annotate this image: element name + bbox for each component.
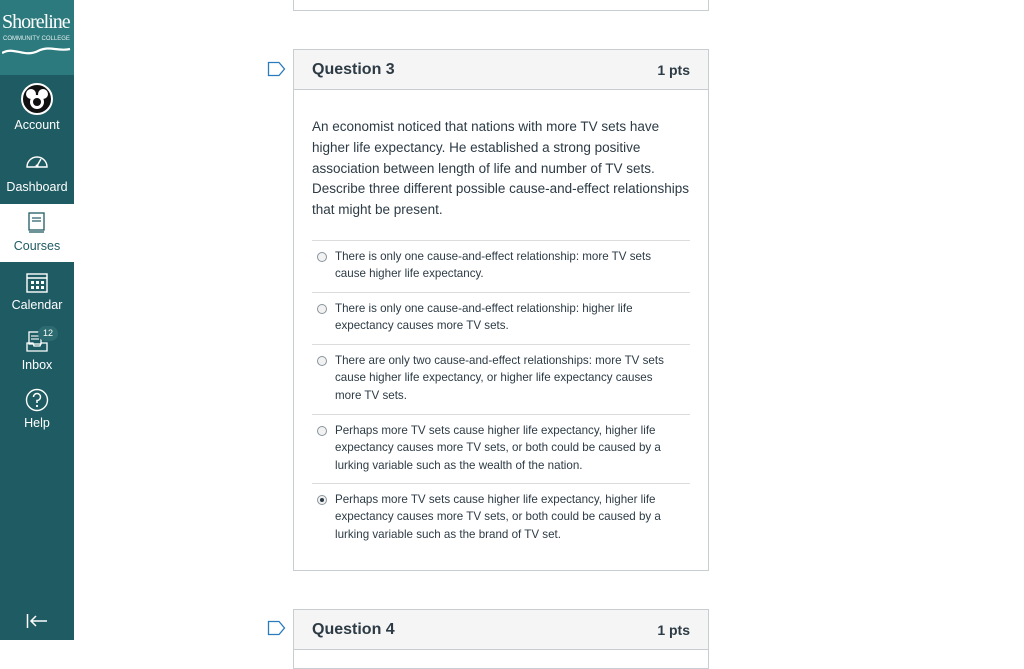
question-text: An economist noticed that nations with more TV sets have higher life expectancy. He established a strong positive association between length of life and number of TV sets. Describe three different possible cause-and-effect relationships that might be present. — [312, 119, 689, 218]
avatar — [21, 83, 53, 115]
question-points: 1 pts — [657, 622, 690, 638]
inbox-unread-badge: 12 — [38, 326, 58, 341]
logo-wave-icon — [2, 44, 72, 58]
answer-radio[interactable] — [317, 304, 327, 314]
answer-text: Perhaps more TV sets cause higher life expectancy, higher life expectancy causes more TV sets, or both could be caused by a lurking variable such as the brand of TV set. — [335, 493, 661, 541]
nav-inbox[interactable] — [0, 326, 74, 382]
nav-calendar-label: Calendar — [11, 298, 63, 312]
question-card — [293, 49, 709, 571]
nav-account[interactable] — [0, 78, 74, 138]
calendar-icon — [26, 271, 48, 293]
answer-text: There is only one cause-and-effect relationship: more TV sets cause higher life expectancy. — [335, 250, 651, 281]
nav-help[interactable] — [0, 386, 74, 442]
question-card — [293, 609, 709, 669]
question-title: Question 4 — [312, 621, 395, 638]
nav-dashboard[interactable] — [0, 146, 74, 202]
answer-text: Perhaps more TV sets cause higher life expectancy, higher life expectancy causes more TV sets, or both could be caused by a lurking variable such as the wealth of the nation. — [335, 424, 661, 472]
answer-radio[interactable] — [317, 356, 327, 366]
question-header — [294, 50, 708, 90]
answer-radio-selected[interactable] — [317, 495, 327, 505]
answer-option[interactable] — [312, 483, 690, 553]
question-header — [294, 610, 708, 650]
answer-option[interactable] — [312, 344, 690, 414]
nav-calendar[interactable] — [0, 266, 74, 322]
logo-subtitle: COMMUNITY COLLEGE — [3, 36, 70, 42]
answer-option[interactable] — [312, 240, 690, 292]
nav-courses-label: Courses — [13, 239, 61, 253]
help-icon — [25, 388, 49, 412]
answer-text: There are only two cause-and-effect relationships: more TV sets cause higher life expectancy, or higher life expectancy causes more TV sets. — [335, 354, 664, 402]
answer-option[interactable] — [312, 292, 690, 344]
mouse-avatar-icon — [23, 85, 51, 113]
flag-question-3-icon[interactable] — [267, 61, 287, 77]
courses-book-icon — [27, 212, 47, 234]
previous-question-card — [293, 0, 709, 11]
nav-courses[interactable] — [0, 204, 74, 262]
dashboard-gauge-icon — [25, 152, 49, 170]
answer-text: There is only one cause-and-effect relationship: higher life expectancy causes more TV sets. — [335, 302, 633, 333]
answer-radio[interactable] — [317, 426, 327, 436]
question-points: 1 pts — [657, 62, 690, 78]
college-logo[interactable] — [0, 0, 74, 75]
nav-dashboard-label: Dashboard — [6, 180, 68, 194]
global-nav — [0, 0, 74, 640]
answer-radio[interactable] — [317, 252, 327, 262]
nav-account-label: Account — [14, 118, 60, 132]
nav-help-label: Help — [24, 416, 50, 430]
flag-question-4-icon[interactable] — [267, 620, 287, 636]
nav-inbox-label: Inbox — [21, 358, 53, 372]
answer-option[interactable] — [312, 414, 690, 483]
collapse-nav-icon[interactable] — [26, 612, 48, 630]
logo-wordmark: Shoreline — [2, 11, 70, 33]
question-title: Question 3 — [312, 61, 395, 78]
answer-list — [312, 240, 690, 553]
